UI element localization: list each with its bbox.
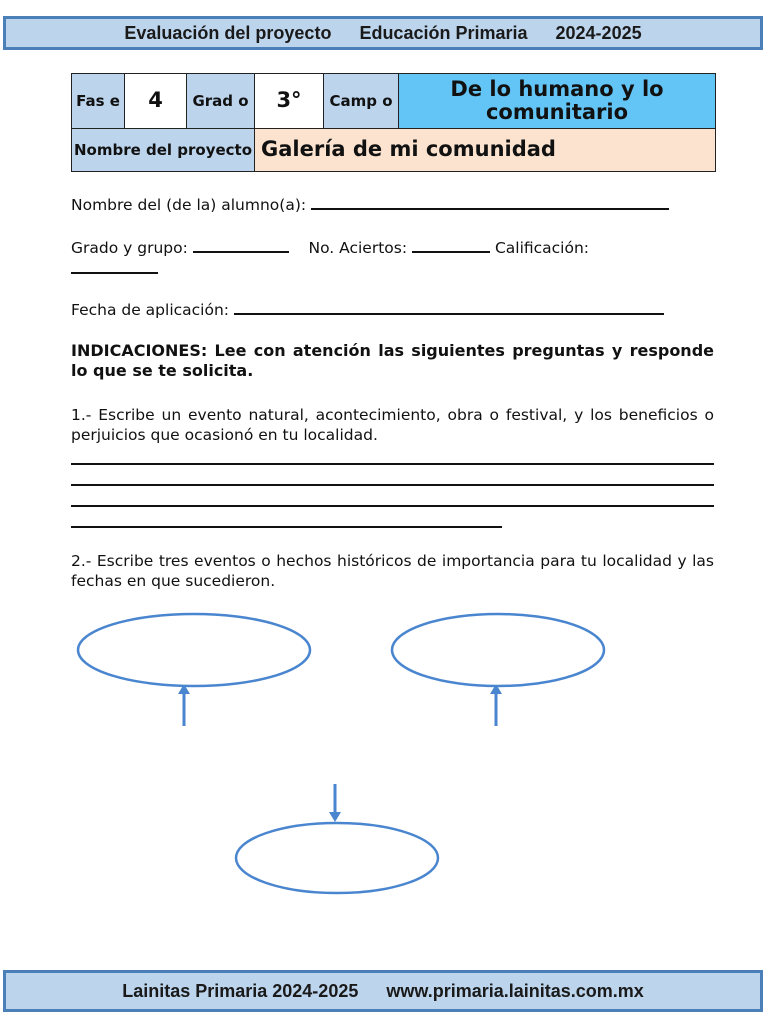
footer-banner [3, 970, 763, 1012]
date-blank[interactable] [234, 299, 664, 315]
score-label: Calificación: [494, 239, 590, 257]
student-name-label: Nombre del (de la) alumno(a): [71, 196, 307, 214]
proyecto-label: Nombre del proyecto [72, 129, 255, 172]
answer-line-2[interactable] [71, 484, 714, 486]
hits-blank[interactable] [412, 237, 490, 253]
project-info-table [71, 73, 716, 172]
header-level: Educación Primaria [359, 22, 528, 43]
question-1: 1.- Escribe un evento natural, acontecimiento, obra o festival, y los beneficios o perjuicios que ocasionó en tu localidad. [71, 406, 714, 444]
fase-label: Fas e [72, 74, 125, 129]
student-name-row [71, 194, 669, 214]
arrow-down-center-head [329, 812, 341, 822]
fase-value: 4 [125, 74, 187, 129]
proyecto-value: Galería de mi comunidad [255, 129, 716, 172]
grade-group-blank[interactable] [193, 237, 289, 253]
answer-line-1[interactable] [71, 463, 714, 465]
header-title: Evaluación del proyecto [124, 22, 332, 43]
question-2: 2.- Escribe tres eventos o hechos históricos de importancia para tu localidad y las fechas en que sucedieron. [71, 552, 714, 590]
campo-label: Camp o [324, 74, 399, 129]
grade-group-label: Grado y grupo: [71, 239, 188, 257]
event-ellipse-right[interactable] [392, 614, 604, 686]
header-banner [3, 16, 763, 50]
header-year: 2024-2025 [555, 22, 642, 43]
hits-label: No. Aciertos: [308, 239, 408, 257]
student-name-blank[interactable] [311, 194, 669, 210]
timeline-diagram [0, 600, 768, 900]
grade-row [71, 237, 589, 257]
event-ellipse-bottom[interactable] [236, 823, 438, 893]
event-ellipse-left[interactable] [78, 614, 310, 686]
answer-line-4[interactable] [71, 526, 502, 528]
footer-url[interactable]: www.primaria.lainitas.com.mx [386, 980, 644, 1001]
instructions: INDICACIONES: Lee con atención las siguientes preguntas y responde lo que se te solicita. [71, 341, 714, 380]
grado-value: 3° [255, 74, 324, 129]
date-label: Fecha de aplicación: [71, 301, 230, 319]
grado-label: Grad o [187, 74, 255, 129]
footer-site-name: Lainitas Primaria 2024-2025 [122, 980, 359, 1001]
date-row [71, 299, 664, 319]
answer-line-3[interactable] [71, 505, 714, 507]
campo-value: De lo humano y lo comunitario [399, 74, 716, 129]
score-blank[interactable] [71, 258, 158, 274]
score-row [71, 258, 158, 278]
